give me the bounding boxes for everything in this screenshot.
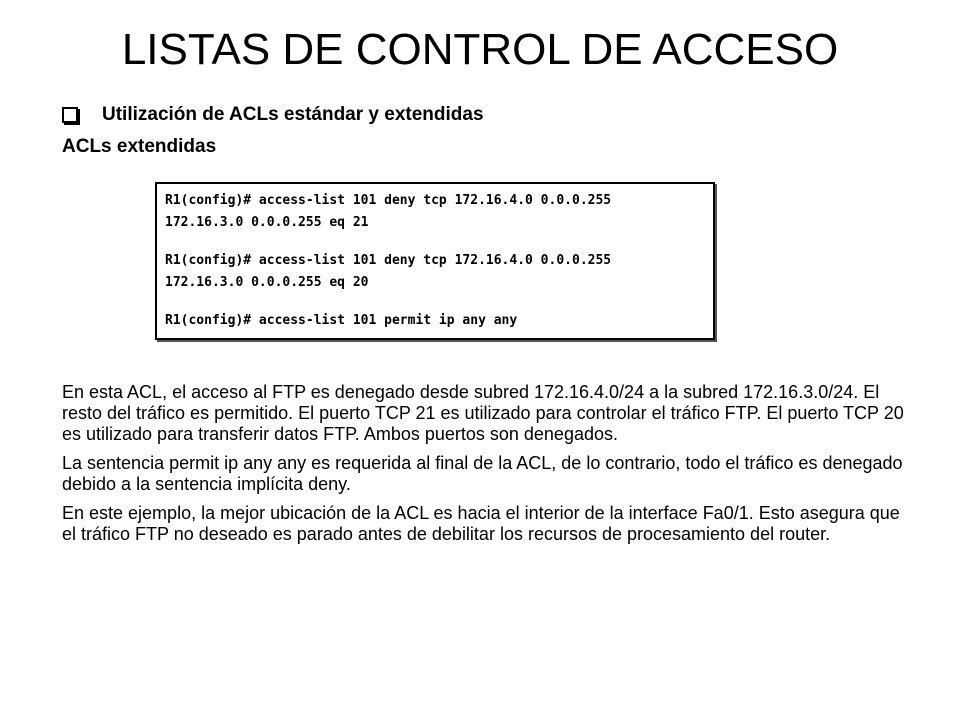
checkbox-bullet-icon xyxy=(62,107,78,123)
code-line: R1(config)# access-list 101 deny tcp 172.16.4.0 0.0.0.255 xyxy=(165,253,612,268)
code-line: R1(config)# access-list 101 permit ip any any xyxy=(165,313,518,328)
paragraph-permit-any: La sentencia permit ip any any es requerida al final de la ACL, de lo contrario, todo el tráfico es denegado debido a la sentencia implícita deny. xyxy=(62,453,903,494)
slide-title: LISTAS DE CONTROL DE ACCESO xyxy=(121,25,839,74)
bullet-item xyxy=(62,104,484,126)
paragraph-ftp-denied: En esta ACL, el acceso al FTP es denegado desde subred 172.16.4.0/24 a la subred 172.16.3.0/24. El resto del tráfico es permitido. El puerto TCP 21 es utilizado para controlar el tráfico FTP. El puerto TCP 20 es utilizado para transferir datos FTP. Ambos puertos son denegados. xyxy=(62,382,904,444)
code-example-box xyxy=(155,182,715,340)
code-line: 172.16.3.0 0.0.0.255 eq 21 xyxy=(165,215,369,230)
paragraph-placement: En este ejemplo, la mejor ubicación de la ACL es hacia el interior de la interface Fa0/1. Esto asegura que el tráfico FTP no deseado es parado antes de debilitar los recursos de procesamiento del router. xyxy=(62,503,900,544)
body-text xyxy=(62,382,912,553)
code-line: R1(config)# access-list 101 deny tcp 172.16.4.0 0.0.0.255 xyxy=(165,193,612,208)
bullet-text: Utilización de ACLs estándar y extendidas xyxy=(102,104,484,125)
code-line: 172.16.3.0 0.0.0.255 eq 20 xyxy=(165,275,369,290)
section-subheading: ACLs extendidas xyxy=(62,136,217,157)
code-spacer xyxy=(165,294,705,310)
code-spacer xyxy=(165,234,705,250)
